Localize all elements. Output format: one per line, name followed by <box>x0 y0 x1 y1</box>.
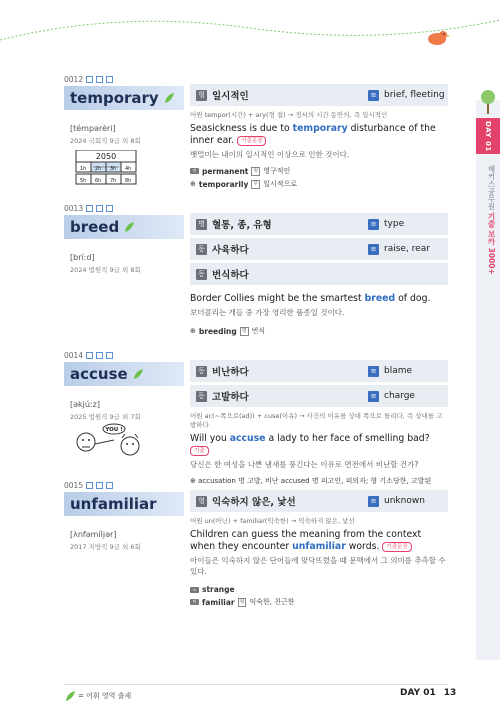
exam-source: 2017 지방직 9급 외 6회 <box>70 543 141 551</box>
svg-text:7h: 7h <box>110 178 117 184</box>
related-word: ≡ strange <box>190 585 448 594</box>
example-sentence: Children can guess the meaning from the context when they encounter unfamiliar words. 기출문장 <box>190 529 422 552</box>
svg-text:6h: 6h <box>95 178 102 184</box>
book-title-prefix: 해커스공무원 <box>487 165 496 213</box>
speech-bubble: YOU ! <box>105 427 123 433</box>
meaning-row: 명 혈통, 종, 유형 ≡ type <box>190 213 448 235</box>
headword: unfamiliar <box>64 492 184 516</box>
svg-text:2050: 2050 <box>95 152 117 161</box>
tree-icon <box>480 88 496 114</box>
exam-source: 2025 법원직 9급 외 7회 <box>70 413 141 421</box>
etymology: 어원 tempor(시간) + ary(형 접) → 정서의 시간 동안의, 즉 일시적인 <box>190 111 388 119</box>
headword: breed <box>64 215 184 239</box>
meaning-row: 형 일시적인 ≡ brief, fleeting <box>190 84 448 106</box>
headword: accuse <box>64 362 184 386</box>
meaning-row: 동 고발하다 ≡ charge <box>190 385 448 407</box>
svg-text:2h: 2h <box>95 166 102 172</box>
entry-breed <box>64 203 448 336</box>
entry-number: 0012 <box>64 74 448 84</box>
bird-icon <box>424 28 450 48</box>
example-sentence: Will you accuse a lady to her face of smelling bad? 기출 <box>190 433 430 454</box>
exam-source: 2024 국회직 9급 외 8회 <box>70 137 141 145</box>
example-sentence: Seasickness is due to temporary disturbance of the inner ear. 기출문장 <box>190 123 436 146</box>
etymology: 어원 un(아닌) + familiar(익숙한) → 익숙하지 않은, 낯선 <box>190 517 355 525</box>
svg-text:3h: 3h <box>110 166 117 172</box>
svg-text:1h: 1h <box>80 166 87 172</box>
cartoon-illustration <box>70 422 150 466</box>
exam-source: 2024 법원직 9급 외 8회 <box>70 266 141 274</box>
entry-number: 0014 <box>64 350 448 360</box>
translation: 뱃멀미는 내이의 일시적인 이상으로 인한 것이다. <box>190 150 350 159</box>
leaf-icon <box>64 690 76 702</box>
svg-text:8h: 8h <box>125 178 132 184</box>
etymology: 어원 ac(~쪽으로(ad)) + cuse(이유) → 사건의 이유를 상대 쪽으로 돌리다, 즉 상대를 고발하다 <box>190 412 443 429</box>
day-tab[interactable]: DAY 01 <box>476 118 500 154</box>
meaning-row: 동 사육하다 ≡ raise, rear <box>190 238 448 260</box>
calendar-illustration <box>72 150 140 188</box>
pronunciation: [əkjúːz] <box>70 400 100 409</box>
book-title-bold: 기출 보카 3000+ <box>487 212 496 275</box>
leaf-icon <box>123 221 135 233</box>
translation: 보더콜리는 개들 중 가장 영리한 품종일 것이다. <box>190 308 345 317</box>
leaf-icon <box>163 92 175 104</box>
entry-temporary <box>64 74 448 189</box>
meaning-row: 동 번식하다 <box>190 263 448 285</box>
meaning-row: 동 비난하다 ≡ blame <box>190 360 448 382</box>
pronunciation: [bríːd] <box>70 253 95 262</box>
related-words: ⊕ accusation 명 고발, 비난 accused 명 피고인, 피의자; 형 기소당한, 고발된 <box>190 477 432 485</box>
svg-text:5h: 5h <box>80 178 87 184</box>
meaning-row: 형 익숙하지 않은, 낯선 ≡ unknown <box>190 490 448 512</box>
svg-text:4h: 4h <box>125 166 132 172</box>
page-footer: DAY 01 13 <box>400 688 457 698</box>
related-word: 반 permanent 형 영구적인 <box>190 166 448 176</box>
pronunciation: [témpərèri] <box>70 124 116 133</box>
book-title <box>486 165 497 275</box>
example-sentence: Border Collies might be the smartest breed of dog. <box>190 293 431 304</box>
entry-unfamiliar <box>64 480 448 607</box>
page-number: 13 <box>443 688 457 698</box>
entry-number: 0015 <box>64 480 448 490</box>
leaf-icon <box>132 368 144 380</box>
entry-number: 0013 <box>64 203 448 213</box>
related-word: ⊕ temporarily 부 일시적으로 <box>190 179 298 189</box>
pronunciation: [ʌ̀nfəmíljər] <box>70 530 117 539</box>
related-word: ⊕ breeding 명 번식 <box>190 326 266 336</box>
headword: temporary <box>64 86 184 110</box>
related-word: 반 familiar 형 익숙한, 친근한 <box>190 597 448 607</box>
translation: 당신은 한 여성을 나쁜 냄새를 풍긴다는 이유로 면전에서 비난할 건가? <box>190 460 419 469</box>
footer-divider <box>64 684 448 685</box>
footer-legend: = 어휘 영역 출제 <box>64 690 131 702</box>
translation: 아이들은 익숙하지 않은 단어들에 맞닥뜨렸을 때 문맥에서 그 의미를 추측할 수 있다. <box>190 556 446 576</box>
